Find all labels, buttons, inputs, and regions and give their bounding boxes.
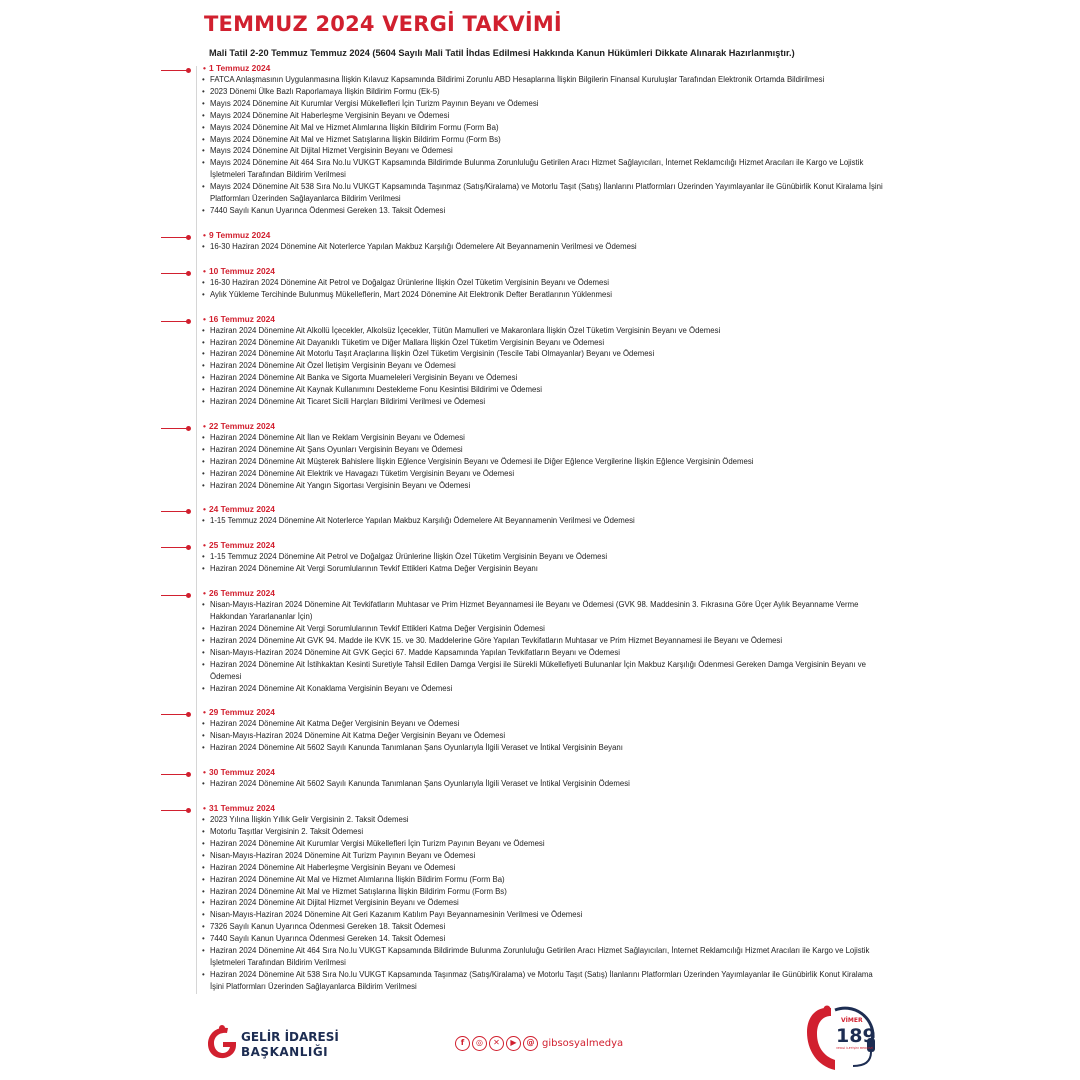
section-date — [0, 503, 1080, 515]
section-date-label: 1 Temmuz 2024 — [209, 63, 271, 73]
list-item: • Haziran 2024 Dönemine Ait Katma Değer Vergisinin Beyanı ve Ödemesi — [0, 718, 1080, 730]
section-date-label: 26 Temmuz 2024 — [209, 588, 275, 599]
date-section — [0, 62, 1080, 217]
list-item: • Haziran 2024 Dönemine Ait Haberleşme Vergisinin Beyanı ve Ödemesi — [0, 862, 1080, 874]
list-item: • Haziran 2024 Dönemine Ait Mal ve Hizmet Alımlarına İlişkin Bildirim Formu (Form Ba) — [0, 874, 1080, 886]
section-date — [0, 229, 1080, 241]
section-date-label: 9 Temmuz 2024 — [209, 229, 271, 240]
list-item: • 1-15 Temmuz 2024 Dönemine Ait Petrol ve Doğalgaz Ürünlerine İlişkin Özel Tüketim Vergisinin Beyanı ve Ödemesi — [0, 551, 1080, 563]
instagram-icon[interactable]: ◎ — [472, 1036, 487, 1051]
section-date — [0, 313, 1080, 325]
section-gap — [0, 301, 1080, 312]
list-item: • Haziran 2024 Dönemine Ait 538 Sıra No.lu VUKGT Kapsamında Taşınmaz (Satış/Kiralama) ve Motorlu Taşıt (Satış) İlanlarını Platformları Üzerinden Yayımlayanlar ile Günübirlik Konut Kiralama İşini Platformları Üzerinden Sağlayanlarca Bildirim Verilmesi — [0, 969, 1080, 993]
vimer-sub: VERGİ İLETİŞİM MERKEZİ — [836, 1046, 874, 1050]
vimer-number: 189 — [836, 1025, 876, 1047]
section-date-label: 22 Temmuz 2024 — [209, 420, 275, 431]
section-items — [0, 74, 1080, 217]
list-item: • Nisan-Mayıs-Haziran 2024 Dönemine Ait Tevkifatların Muhtasar ve Prim Hizmet Beyannamesi ile Beyanı ve Ödemesi (GVK 98. Maddesinin 3. Fıkrasına Göre Üçer Aylık Beyanname Verme Hakkından Yararlananlar İçin) — [0, 599, 1080, 623]
list-item: • Haziran 2024 Dönemine Ait GVK 94. Madde ile KVK 15. ve 30. Maddelerine Göre Yapılan Tevkifatların Muhtasar ve Prim Hizmet Beyannamesi ile Beyanı ve Ödemesi — [0, 635, 1080, 647]
list-item: • 2023 Yılına İlişkin Yıllık Gelir Vergisinin 2. Taksit Ödemesi — [0, 814, 1080, 826]
list-item: • Aylık Yükleme Tercihinde Bulunmuş Mükelleflerin, Mart 2024 Dönemine Ait Elektronik Defter Beratlarının Yüklenmesi — [0, 289, 1080, 301]
list-item: • Haziran 2024 Dönemine Ait Ticaret Sicili Harçları Bildirimi Verilmesi ve Ödemesi — [0, 396, 1080, 408]
date-section — [0, 503, 1080, 527]
date-section — [0, 539, 1080, 575]
section-gap — [0, 790, 1080, 801]
vimer-label: VİMER — [841, 1017, 863, 1024]
list-item: • Haziran 2024 Dönemine Ait Yangın Sigortası Vergisinin Beyanı ve Ödemesi — [0, 480, 1080, 492]
list-item: • Haziran 2024 Dönemine Ait Vergi Sorumlularının Tevkif Ettikleri Katma Değer Vergisinin Ödemesi — [0, 623, 1080, 635]
list-item: • Haziran 2024 Dönemine Ait Şans Oyunları Vergisinin Beyanı ve Ödemesi — [0, 444, 1080, 456]
list-item: • 7440 Sayılı Kanun Uyarınca Ödenmesi Gereken 13. Taksit Ödemesi — [0, 205, 1080, 217]
list-item: • Mayıs 2024 Dönemine Ait Kurumlar Vergisi Mükellefleri İçin Turizm Payının Beyanı ve Ödemesi — [0, 98, 1080, 110]
list-item: • Haziran 2024 Dönemine Ait Vergi Sorumlularının Tevkif Ettikleri Katma Değer Vergisinin Beyanı — [0, 563, 1080, 575]
section-date — [0, 706, 1080, 718]
list-item: • Haziran 2024 Dönemine Ait Konaklama Vergisinin Beyanı ve Ödemesi — [0, 683, 1080, 695]
section-date — [0, 587, 1080, 599]
list-item: • Mayıs 2024 Dönemine Ait Mal ve Hizmet Alımlarına İlişkin Bildirim Formu (Form Ba) — [0, 122, 1080, 134]
section-gap — [0, 217, 1080, 228]
list-item: • 7326 Sayılı Kanun Uyarınca Ödenmesi Gereken 18. Taksit Ödemesi — [0, 921, 1080, 933]
date-section — [0, 587, 1080, 694]
list-item: • Nisan-Mayıs-Haziran 2024 Dönemine Ait Katma Değer Vergisinin Beyanı ve Ödemesi — [0, 730, 1080, 742]
list-item: • 16-30 Haziran 2024 Dönemine Ait Noterlerce Yapılan Makbuz Karşılığı Ödemelere Ait Beyannamenin Verilmesi ve Ödemesi — [0, 241, 1080, 253]
list-item: • 16-30 Haziran 2024 Dönemine Ait Petrol ve Doğalgaz Ürünlerine İlişkin Özel Tüketim Vergisinin Beyanı ve Ödemesi — [0, 277, 1080, 289]
list-item: • Nisan-Mayıs-Haziran 2024 Dönemine Ait Geri Kazanım Katılım Payı Beyannamesinin Verilmesi ve Ödemesi — [0, 909, 1080, 921]
list-item: • Haziran 2024 Dönemine Ait Kaynak Kullanımını Destekleme Fonu Kesintisi Bildirimi ve Ödemesi — [0, 384, 1080, 396]
list-item: • Haziran 2024 Dönemine Ait Özel İletişim Vergisinin Beyanı ve Ödemesi — [0, 360, 1080, 372]
list-item: • Haziran 2024 Dönemine Ait Elektrik ve Havagazı Tüketim Vergisinin Beyanı ve Ödemesi — [0, 468, 1080, 480]
list-item: • Haziran 2024 Dönemine Ait Dayanıklı Tüketim ve Diğer Mallara İlişkin Özel Tüketim Vergisinin Beyanı ve Ödemesi — [0, 337, 1080, 349]
section-items — [0, 241, 1080, 253]
list-item: • Haziran 2024 Dönemine Ait 464 Sıra No.lu VUKGT Kapsamında Bildirimde Bulunma Zorunluluğu Getirilen Aracı Hizmet Sağlayıcıları, İnternet Reklamcılığı Hizmet Aracıları ile Kargo ve Lojistik İşletmeleri Tarafından Bildirim Verilmesi — [0, 945, 1080, 969]
vimer-logo — [805, 1004, 877, 1072]
section-gap — [0, 754, 1080, 765]
facebook-icon[interactable]: f — [455, 1036, 470, 1051]
section-date-label: 16 Temmuz 2024 — [209, 313, 275, 324]
section-date-label: 10 Temmuz 2024 — [209, 265, 275, 276]
date-section — [0, 229, 1080, 253]
list-item: • Haziran 2024 Dönemine Ait Mal ve Hizmet Satışlarına İlişkin Bildirim Formu (Form Bs) — [0, 886, 1080, 898]
gib-logo-line1: GELİR İDARESİ — [241, 1030, 339, 1044]
page-subtitle: Mali Tatil 2-20 Temmuz Temmuz 2024 (5604 Sayılı Mali Tatil İhdas Edilmesi Hakkında Kanun Hükümleri Dikkate Alınarak Hazırlanmıştır.) — [209, 48, 795, 58]
at-icon[interactable]: @ — [523, 1036, 538, 1051]
section-gap — [0, 694, 1080, 705]
section-date — [0, 766, 1080, 778]
list-item: • Mayıs 2024 Dönemine Ait Haberleşme Vergisinin Beyanı ve Ödemesi — [0, 110, 1080, 122]
calendar-sections — [0, 61, 1080, 993]
date-section — [0, 265, 1080, 301]
list-item: • Haziran 2024 Dönemine Ait Dijital Hizmet Vergisinin Beyanı ve Ödemesi — [0, 897, 1080, 909]
section-gap — [0, 527, 1080, 538]
youtube-icon[interactable]: ▶ — [506, 1036, 521, 1051]
section-gap — [0, 253, 1080, 264]
section-items — [0, 718, 1080, 754]
x-icon[interactable]: ✕ — [489, 1036, 504, 1051]
section-date — [0, 539, 1080, 551]
date-section — [0, 766, 1080, 790]
list-item: • Haziran 2024 Dönemine Ait Müşterek Bahislere İlişkin Eğlence Vergisinin Beyanı ve Ödemesi ile Diğer Eğlence Vergilerine İlişkin Eğlence Vergisinin Ödemesi — [0, 456, 1080, 468]
section-date — [0, 62, 1080, 74]
list-item: • Mayıs 2024 Dönemine Ait Dijital Hizmet Vergisinin Beyanı ve Ödemesi — [0, 145, 1080, 157]
list-item: • Mayıs 2024 Dönemine Ait 538 Sıra No.lu VUKGT Kapsamında Taşınmaz (Satış/Kiralama) ve Motorlu Taşıt (Satış) İlanlarını Platformları Üzerinden Yayımlayanlar ile Günübirlik Konut Kiralama İşini Platformları Üzerinden Sağlayanlarca Bildirim Verilmesi — [0, 181, 1080, 205]
list-item: • 2023 Dönemi Ülke Bazlı Raporlamaya İlişkin Bildirim Formu (Ek-5) — [0, 86, 1080, 98]
section-items — [0, 277, 1080, 301]
gib-logo — [206, 1024, 339, 1064]
list-item: • Haziran 2024 Dönemine Ait İstihkaktan Kesinti Suretiyle Tahsil Edilen Damga Vergisi ile Sürekli Mükellefiyeti Bulunanlar İçin Makbuz Karşılığı Ödenmesi Gereken Damga Vergisinin Beyanı ve Ödemesi — [0, 659, 1080, 683]
gib-logo-line2: BAŞKANLIĞI — [241, 1045, 329, 1059]
section-items — [0, 432, 1080, 492]
list-item: • 7440 Sayılı Kanun Uyarınca Ödenmesi Gereken 14. Taksit Ödemesi — [0, 933, 1080, 945]
social-links — [455, 1034, 623, 1052]
list-item: • Mayıs 2024 Dönemine Ait 464 Sıra No.lu VUKGT Kapsamında Bildirimde Bulunma Zorunluluğu Getirilen Aracı Hizmet Sağlayıcıları, İnternet Reklamcılığı Hizmet Aracıları ile Kargo ve Lojistik İşletmeleri Tarafından Bildirim Verilmesi — [0, 157, 1080, 181]
date-section — [0, 802, 1080, 993]
section-date-label: 25 Temmuz 2024 — [209, 540, 275, 551]
list-item: • Haziran 2024 Dönemine Ait 5602 Sayılı Kanunda Tanımlanan Şans Oyunlarıyla İlgili Veraset ve İntikal Vergisinin Ödemesi — [0, 778, 1080, 790]
list-item: • Haziran 2024 Dönemine Ait 5602 Sayılı Kanunda Tanımlanan Şans Oyunlarıyla İlgili Veraset ve İntikal Vergisinin Beyanı — [0, 742, 1080, 754]
date-section — [0, 706, 1080, 754]
list-item: • FATCA Anlaşmasının Uygulanmasına İlişkin Kılavuz Kapsamında Bildirimi Zorunlu ABD Hesaplarına İlişkin Bilgilerin Finansal Kuruluşlar Tarafından Elektronik Ortamda Bildirilmesi — [0, 74, 1080, 86]
section-gap — [0, 491, 1080, 502]
section-date — [0, 802, 1080, 814]
list-item: • 1-15 Temmuz 2024 Dönemine Ait Noterlerce Yapılan Makbuz Karşılığı Ödemelere Ait Beyannamenin Verilmesi ve Ödemesi — [0, 515, 1080, 527]
list-item: • Motorlu Taşıtlar Vergisinin 2. Taksit Ödemesi — [0, 826, 1080, 838]
section-gap — [0, 408, 1080, 419]
gib-logo-icon — [206, 1024, 238, 1060]
list-item: • Nisan-Mayıs-Haziran 2024 Dönemine Ait GVK Geçici 67. Madde Kapsamında Yapılan Tevkifatların Beyanı ve Ödemesi — [0, 647, 1080, 659]
section-items — [0, 599, 1080, 694]
section-items — [0, 551, 1080, 575]
page-title: TEMMUZ 2024 VERGİ TAKVİMİ — [204, 12, 562, 36]
list-item: • Haziran 2024 Dönemine Ait Alkollü İçecekler, Alkolsüz İçecekler, Tütün Mamulleri ve Makaronlara İlişkin Özel Tüketim Vergisinin Beyanı ve Ödemesi — [0, 325, 1080, 337]
date-section — [0, 420, 1080, 492]
section-date-label: 24 Temmuz 2024 — [209, 504, 275, 515]
section-items — [0, 325, 1080, 408]
section-date — [0, 265, 1080, 277]
list-item: • Haziran 2024 Dönemine Ait Kurumlar Vergisi Mükellefleri İçin Turizm Payının Beyanı ve Ödemesi — [0, 838, 1080, 850]
list-item: • Haziran 2024 Dönemine Ait Motorlu Taşıt Araçlarına İlişkin Özel Tüketim Vergisinin (Tescile Tabi Olmayanlar) Beyanı ve Ödemesi — [0, 348, 1080, 360]
section-gap — [0, 575, 1080, 586]
section-items — [0, 778, 1080, 790]
list-item: • Nisan-Mayıs-Haziran 2024 Dönemine Ait Turizm Payının Beyanı ve Ödemesi — [0, 850, 1080, 862]
section-date-label: 31 Temmuz 2024 — [209, 803, 275, 814]
section-date-label: 29 Temmuz 2024 — [209, 707, 275, 718]
section-items — [0, 814, 1080, 993]
social-handle[interactable]: gibsosyalmedya — [542, 1037, 624, 1049]
section-date-label: 30 Temmuz 2024 — [209, 767, 275, 778]
list-item: • Haziran 2024 Dönemine Ait İlan ve Reklam Vergisinin Beyanı ve Ödemesi — [0, 432, 1080, 444]
list-item: • Haziran 2024 Dönemine Ait Banka ve Sigorta Muameleleri Vergisinin Beyanı ve Ödemesi — [0, 372, 1080, 384]
date-section — [0, 313, 1080, 408]
section-date — [0, 420, 1080, 432]
section-items — [0, 515, 1080, 527]
list-item: • Mayıs 2024 Dönemine Ait Mal ve Hizmet Satışlarına İlişkin Bildirim Formu (Form Bs) — [0, 134, 1080, 146]
